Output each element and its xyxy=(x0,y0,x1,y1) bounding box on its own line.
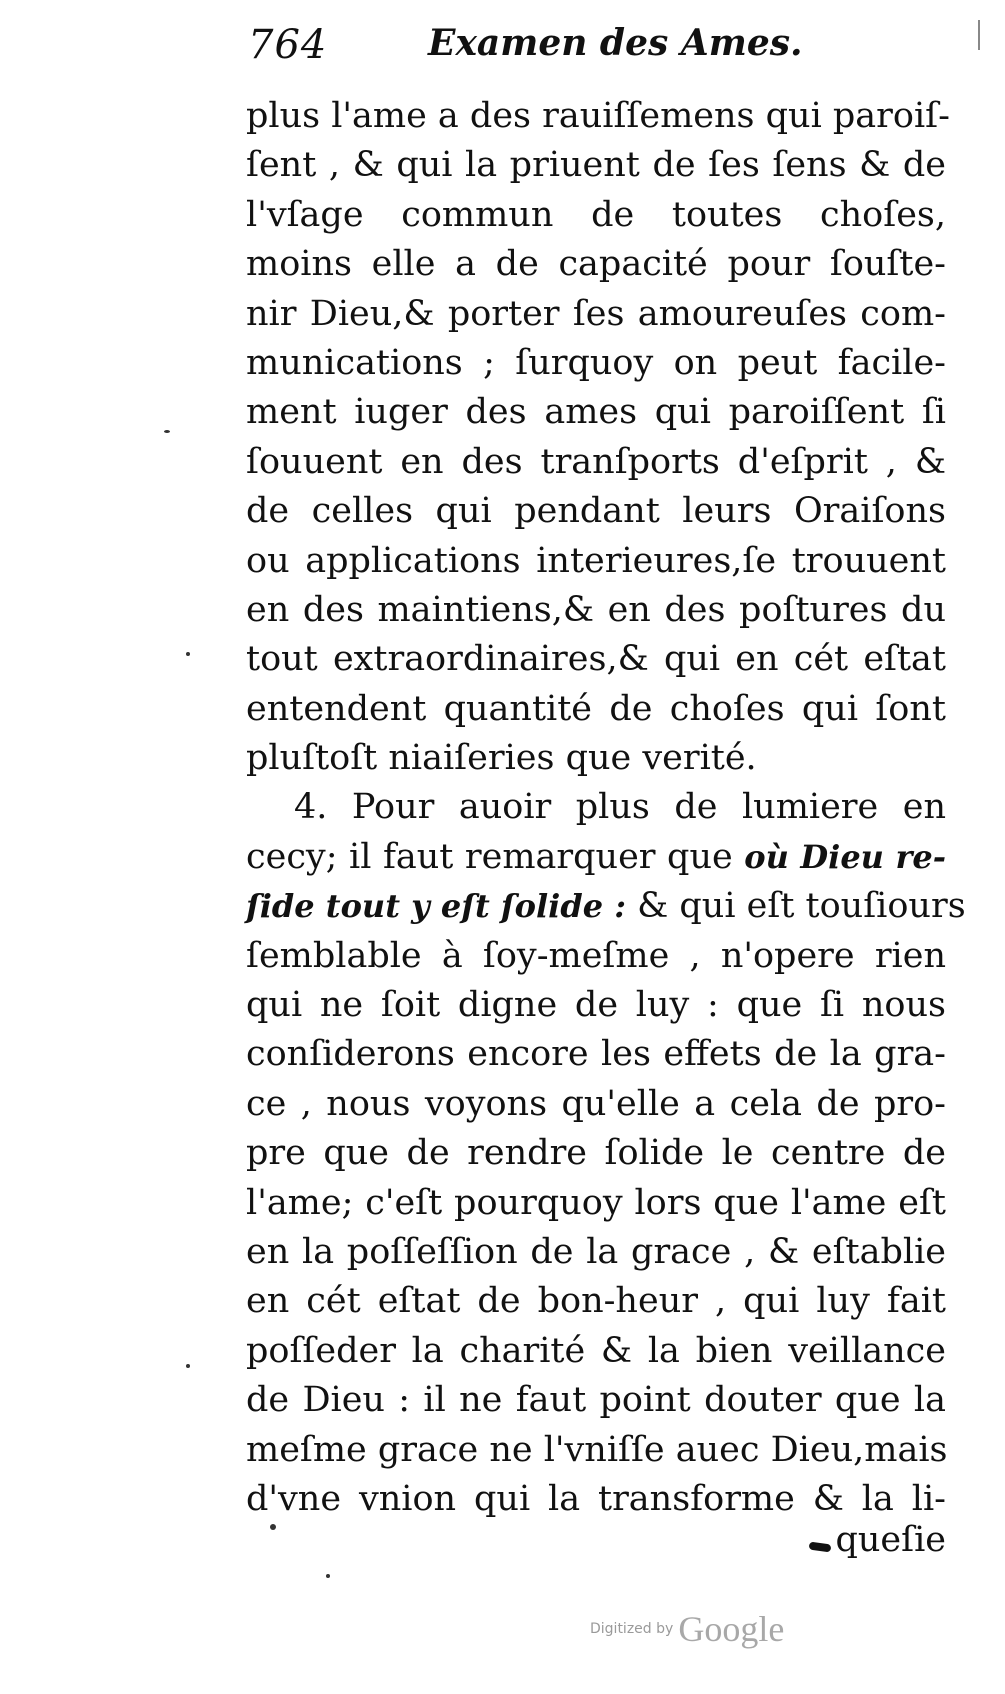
catchword: queſie xyxy=(835,1520,946,1560)
text-segment: & qui eſt touſiours xyxy=(626,886,966,927)
text-line xyxy=(246,388,946,437)
text-segment: conſiderons encore les effets de la gra- xyxy=(246,1034,946,1075)
text-segment: l'vſage commun de toutes choſes, xyxy=(246,194,946,235)
text-segment: nir Dieu,& porter ſes amoureuſes com- xyxy=(246,293,946,334)
text-segment: munications ; ſurquoy on peut facile- xyxy=(246,342,946,383)
catchword-row xyxy=(246,1515,946,1565)
text-line xyxy=(246,734,946,783)
text-segment: pluſtoſt niaiſeries que verité. xyxy=(246,738,757,779)
text-line xyxy=(246,635,946,684)
text-line xyxy=(246,339,946,388)
text-segment: plus l'ame a des rauiſſemens qui paroiſ- xyxy=(246,96,950,136)
text-line xyxy=(246,537,946,586)
margin-speck xyxy=(326,1574,330,1578)
digitized-by-google-watermark xyxy=(590,1608,784,1650)
text-segment: cecy; il faut remarquer que xyxy=(246,836,745,877)
text-line xyxy=(246,1179,946,1228)
page-number: 764 xyxy=(248,22,328,68)
text-line xyxy=(246,1228,946,1277)
italic-text-segment: ſide tout y eſt ſolide : xyxy=(246,887,626,926)
text-line xyxy=(246,685,946,734)
text-segment: tout extraordinaires,& qui en cét eſtat xyxy=(246,639,946,680)
text-line xyxy=(246,586,946,635)
text-segment: ſent , & qui la priuent de ſes ſens & de xyxy=(246,145,946,186)
text-segment: ou applications interieures,ſe trouuent xyxy=(246,540,946,581)
scan-edge-mark xyxy=(978,20,980,50)
text-segment: ment iuger des ames qui paroiſſent ſi xyxy=(246,392,946,433)
text-line xyxy=(246,1129,946,1178)
text-segment: entendent quantité de choſes qui ſont xyxy=(246,688,946,729)
text-line xyxy=(246,1277,946,1326)
margin-speck xyxy=(186,652,190,656)
text-line xyxy=(246,240,946,289)
page-header xyxy=(248,22,808,82)
text-segment: de Dieu : il ne faut point douter que la xyxy=(246,1380,946,1421)
margin-speck xyxy=(186,1364,190,1368)
text-line xyxy=(246,783,946,832)
text-segment: meſme grace ne l'vniſſe auec Dieu,mais xyxy=(246,1429,948,1470)
text-line xyxy=(246,882,966,931)
text-line xyxy=(246,1030,946,1079)
margin-speck xyxy=(164,430,170,433)
text-line xyxy=(246,981,946,1030)
text-segment: poſſeder la charité & la bien veillance xyxy=(246,1330,946,1371)
text-line xyxy=(246,833,946,882)
text-line xyxy=(246,290,946,339)
text-line xyxy=(246,1327,946,1376)
text-line xyxy=(246,487,946,536)
google-logo: Google xyxy=(678,1609,785,1649)
text-segment: en des maintiens,& en des poſtures du xyxy=(246,589,946,630)
text-line xyxy=(246,1080,946,1129)
text-line xyxy=(246,438,946,487)
text-segment: de celles qui pendant leurs Oraiſons xyxy=(246,491,946,532)
text-segment: en cét eſtat de bon-heur , qui luy fait xyxy=(246,1281,946,1322)
text-segment: ce , nous voyons qu'elle a cela de pro- xyxy=(246,1083,946,1124)
text-segment: l'ame; c'eſt pourquoy lors que l'ame eſt xyxy=(246,1182,946,1223)
text-segment: moins elle a de capacité pour ſouſte- xyxy=(246,244,946,285)
text-segment: pre que de rendre ſolide le centre de xyxy=(246,1133,946,1174)
text-segment: qui ne ſoit digne de luy : que ſi nous xyxy=(246,985,946,1026)
text-line xyxy=(246,932,946,981)
text-segment: 4. Pour auoir plus de lumiere en xyxy=(294,787,946,828)
text-segment: ſouuent en des tranſports d'eſprit , & xyxy=(246,441,946,482)
running-head: Examen des Ames. xyxy=(428,22,803,64)
text-line xyxy=(246,1426,946,1475)
text-line xyxy=(246,191,946,240)
body-text xyxy=(246,92,966,1524)
text-segment: ſemblable à ſoy-meſme , n'opere rien xyxy=(246,935,946,976)
text-line xyxy=(246,141,946,190)
text-line xyxy=(246,1376,946,1425)
watermark-prefix: Digitized by xyxy=(590,1621,674,1637)
text-segment: d'vne vnion qui la transforme & la li- xyxy=(246,1478,946,1519)
catchword-dash xyxy=(809,1541,832,1552)
text-line xyxy=(246,92,950,141)
margin-speck xyxy=(270,1524,276,1530)
italic-text-segment: où Dieu re- xyxy=(744,837,946,876)
text-segment: en la poſſeſſion de la grace , & eſtablie xyxy=(246,1231,946,1272)
